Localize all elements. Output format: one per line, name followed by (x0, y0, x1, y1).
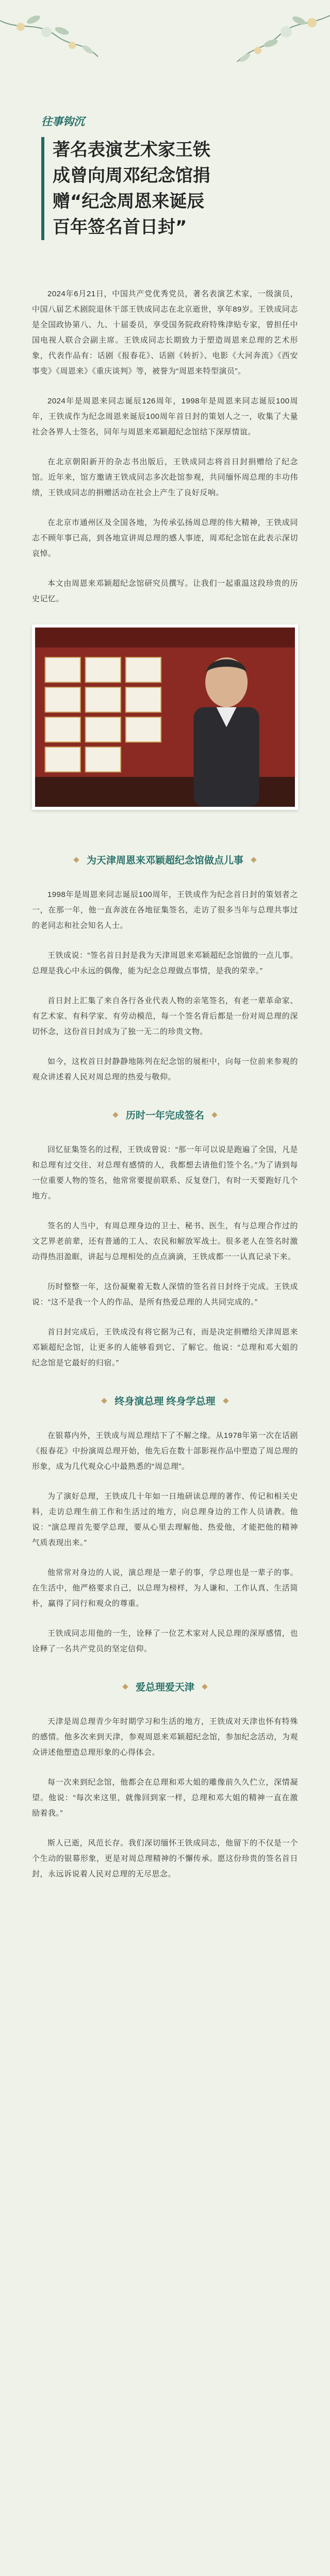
section-paragraph: 首日封上汇集了来自各行各业代表人物的亲笔签名，有老一辈革命家、有艺术家、有科学家、有劳动模范，每一个签名背后都是一份对周总理的深切怀念，这份首日封成为了独一无二的珍贵文物。 (32, 996, 298, 1036)
diamond-dot-icon (251, 857, 257, 862)
section-heading (32, 1680, 298, 1693)
article-section (32, 853, 298, 1085)
article-section (32, 1394, 298, 1657)
intro-paragraph: 在北京朝阳新开的杂志书出版后，王铁成同志将首日封捐赠给了纪念馆。近年来，馆方邀请王铁成同志多次赴馆参观，共同缅怀周总理的丰功伟绩，王铁成同志的捐赠活动在社会上产生了良好反响。 (32, 457, 298, 497)
column-kicker: 往事钩沉 (41, 116, 85, 128)
section-paragraph: 斯人已逝，风范长存。我们深切缅怀王铁成同志，他留下的不仅是一个个生动的银幕形象，更是对周总理精神的不懈传承。愿这份珍贵的签名首日封，永远诉说着人民对总理的无尽思念。 (32, 1839, 298, 1878)
title-line: 百年签名首日封” (53, 217, 187, 238)
diamond-dot-icon (223, 1398, 228, 1403)
article-body (0, 240, 330, 1882)
section-paragraph: 如今，这枚首日封静静地陈列在纪念馆的展柜中，向每一位前来参观的观众讲述着人民对周总理的热爱与敬仰。 (32, 1057, 298, 1081)
section-paragraph: 1998年是周恩来同志诞辰100周年，王铁成作为纪念首日封的策划者之一，在那一年，他一直奔波在各地征集签名，走访了很多当年与总理共事过的老同志和社会知名人士。 (32, 890, 298, 930)
section-title: 历时一年完成签名 (125, 1110, 204, 1121)
section-paragraph: 签名的人当中，有周总理身边的卫士、秘书、医生，有与总理合作过的文艺界老前辈，还有普通的工人、农民和解放军战士。很多老人在签名时激动得热泪盈眶，讲起与总理相处的点点滴滴，王铁成都一一认真记录下来。 (32, 1222, 298, 1261)
section-title: 爱总理爱天津 (135, 1682, 194, 1693)
section-paragraph: 天津是周总理青少年时期学习和生活的地方，王铁成对天津也怀有特殊的感情。他多次来到天津，参观周恩来邓颖超纪念馆，参加纪念活动，为观众讲述他塑造总理形象的心得体会。 (32, 1717, 298, 1757)
article-photo (32, 624, 298, 810)
title-line: 成曾向周邓纪念馆捐 (53, 165, 210, 186)
section-heading (32, 1394, 298, 1408)
intro-paragraph: 本文由周恩来邓颖超纪念馆研究员撰写。让我们一起重温这段珍贵的历史记忆。 (32, 579, 298, 603)
section-paragraph: 他常常对身边的人说，演总理是一辈子的事，学总理也是一辈子的事。在生活中，他严格要求自己，以总理为榜样，为人谦和、工作认真、生活简朴，赢得了同行和观众的尊重。 (32, 1568, 298, 1608)
section-title: 为天津周恩来邓颖超纪念馆做点儿事 (86, 855, 243, 866)
section-paragraph: 为了演好总理，王铁成几十年如一日地研读总理的著作、传记和相关史料，走访总理生前工作和生活过的地方，向总理身边的工作人员请教。他说：“演总理首先要学总理，要从心里去理解他、热爱他，才能把他的精神气质表现出来。” (32, 1492, 298, 1547)
section-title: 终身演总理 终身学总理 (114, 1396, 216, 1407)
article-section (32, 1108, 298, 1371)
intro-paragraph: 2024年是周恩来同志诞辰126周年，1998年是周恩来同志诞辰100周年，王铁成作为纪念周恩来诞辰100周年首日封的策划人之一，收集了大量社会各界人士签名，同年与周恩来邓颖超纪念馆结下深厚情谊。 (32, 397, 298, 436)
diamond-dot-icon (122, 1684, 128, 1689)
diamond-dot-icon (212, 1112, 218, 1117)
section-paragraph: 历时整整一年，这份凝聚着无数人深情的签名首日封终于完成。王铁成说：“这不是我一个人的作品，是所有热爱总理的人共同完成的。” (32, 1282, 298, 1307)
diamond-dot-icon (73, 857, 79, 862)
section-heading (32, 853, 298, 867)
diamond-dot-icon (101, 1398, 107, 1403)
title-line: 赠“纪念周恩来诞辰 (53, 191, 205, 212)
intro-paragraph: 2024年6月21日，中国共产党优秀党员，著名表演艺术家，一级演员，中国八届艺术剧院退休干部王铁成同志在北京逝世，享年89岁。王铁成同志是全国政协第八、九、十届委员，享受国务院政府特殊津贴专家，曾担任中国电视人联合会副主席。王铁成同志长期致力于塑造周恩来总理的艺术形象，代表作品有：话剧《报春花》、话剧《转折》、电影《大河奔流》《西安事变》《周恩来》《重庆谈判》等，被誉为“周恩来特型演员”。 (32, 290, 298, 376)
section-paragraph: 在银幕内外，王铁成与周总理结下了不解之缘。从1978年第一次在话剧《报春花》中扮演周总理开始，他先后在数十部影视作品中塑造了周总理的形象，成为几代观众心中最熟悉的“周总理”。 (32, 1431, 298, 1471)
section-paragraph: 每一次来到纪念馆，他都会在总理和邓大姐的雕像前久久伫立，深情凝望。他说：“每次来这里，就像回到家一样，总理和邓大姐的精神一直在激励着我。” (32, 1778, 298, 1818)
section-paragraph: 回忆征集签名的过程，王铁成曾说：“那一年可以说是跑遍了全国，凡是和总理有过交往、对总理有感情的人，我都想去请他们签个名。”为了请到每一位重要人物的签名，他常常要提前联系、反复登门，有时一天要跑好几个地方。 (32, 1145, 298, 1200)
article-title (41, 137, 289, 240)
intro-paragraph: 在北京市通州区及全国各地，为传承弘扬周总理的伟大精神，王铁成同志不顾年事已高，到各地宣讲周总理的感人事迹，周邓纪念馆在此表示深切哀悼。 (32, 518, 298, 558)
diamond-dot-icon (112, 1112, 118, 1117)
section-paragraph: 王铁成说：“签名首日封是我为天津周恩来邓颖超纪念馆做的一点儿事。总理是我心中永远的偶像，能为纪念总理做点事情，是我的荣幸。” (32, 951, 298, 975)
title-line: 著名表演艺术家王铁 (53, 140, 210, 160)
section-heading (32, 1108, 298, 1122)
diamond-dot-icon (202, 1684, 208, 1689)
article-section (32, 1680, 298, 1882)
section-paragraph: 首日封完成后，王铁成没有将它据为己有，而是决定捐赠给天津周恩来邓颖超纪念馆，让更多的人能够看到它、了解它。他说：“总理和邓大姐的纪念馆是它最好的归宿。” (32, 1328, 298, 1367)
article-header (0, 0, 330, 240)
section-paragraph: 王铁成同志用他的一生，诠释了一位艺术家对人民总理的深厚感情，也诠释了一名共产党员的坚定信仰。 (32, 1629, 298, 1653)
